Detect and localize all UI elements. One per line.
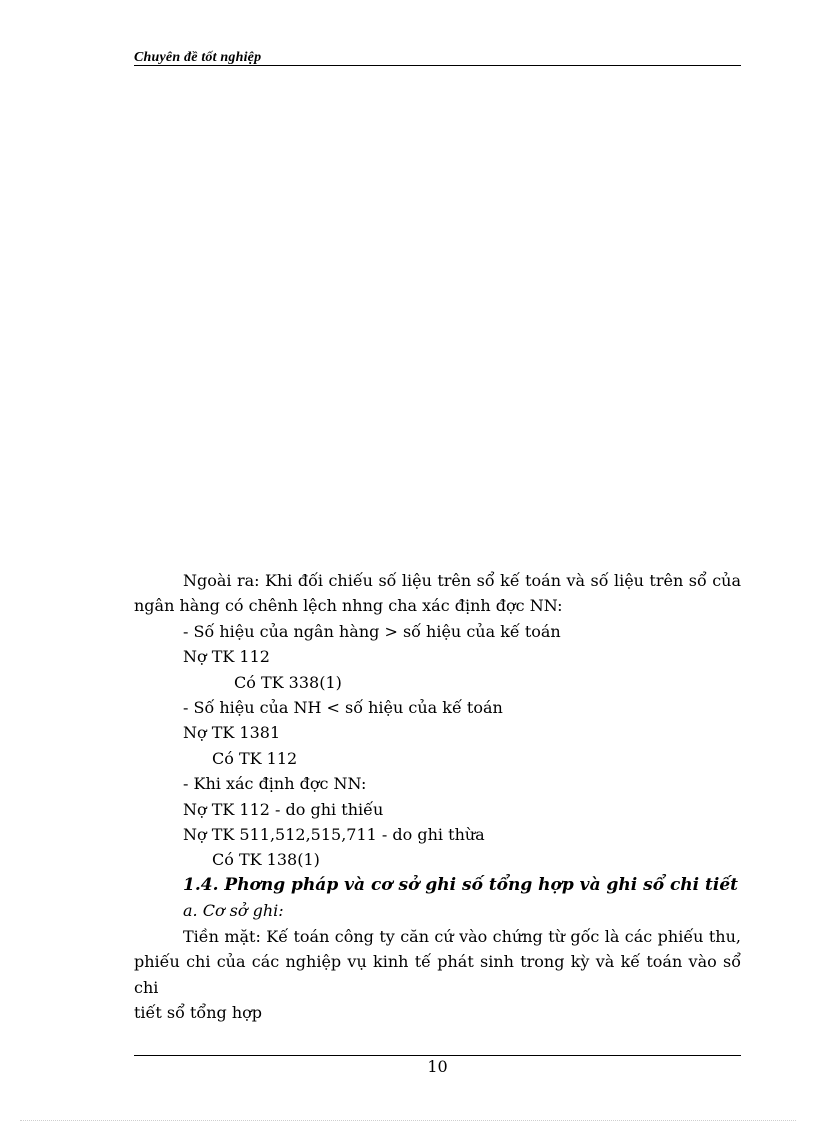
case-3-debit-1: Nợ TK 112 - do ghi thiếu: [183, 799, 384, 819]
page-bottom-dotted-edge: [20, 1120, 796, 1121]
case-2-credit: Có TK 112: [212, 748, 298, 768]
case-1-credit: Có TK 338(1): [234, 672, 342, 692]
footer-rule: [134, 1055, 741, 1056]
page-header-title: Chuyên đề tốt nghiệp: [134, 50, 262, 65]
intro-line-2: ngân hàng có chênh lệch nhng cha xác định đợc NN:: [134, 596, 563, 616]
case-2-debit: Nợ TK 1381: [183, 723, 281, 743]
case-1-debit: Nợ TK 112: [183, 647, 270, 667]
subheading: a. Cơ sở ghi:: [183, 901, 284, 921]
case-3-debit-2: Nợ TK 511,512,515,711 - do ghi thừa: [183, 825, 485, 845]
document-body: [134, 568, 741, 1025]
case-3-credit: Có TK 138(1): [212, 850, 320, 870]
section-heading: 1.4. Phơng pháp và cơ sở ghi số tổng hợp và ghi sổ chi tiết: [183, 874, 739, 895]
paragraph-line-1: Tiền mặt: Kế toán công ty căn cứ vào chứng từ gốc là các phiếu thu,: [183, 926, 741, 946]
case-2: - Số hiệu của NH < số hiệu của kế toán: [183, 698, 503, 718]
page-number: 10: [427, 1057, 448, 1076]
intro-line-1: Ngoài ra: Khi đối chiếu số liệu trên sổ kế toán và số liệu trên sổ của: [183, 571, 741, 590]
case-3: - Khi xác định đợc NN:: [183, 774, 367, 794]
paragraph-line-3: tiết sổ tổng hợp: [134, 1002, 263, 1022]
header-rule: [134, 65, 741, 66]
case-1: - Số hiệu của ngân hàng > số hiệu của kế toán: [183, 621, 561, 641]
paragraph-line-2: phiếu chi của các nghiệp vụ kinh tế phát sinh trong kỳ và kế toán vào sổ chi: [134, 952, 741, 997]
